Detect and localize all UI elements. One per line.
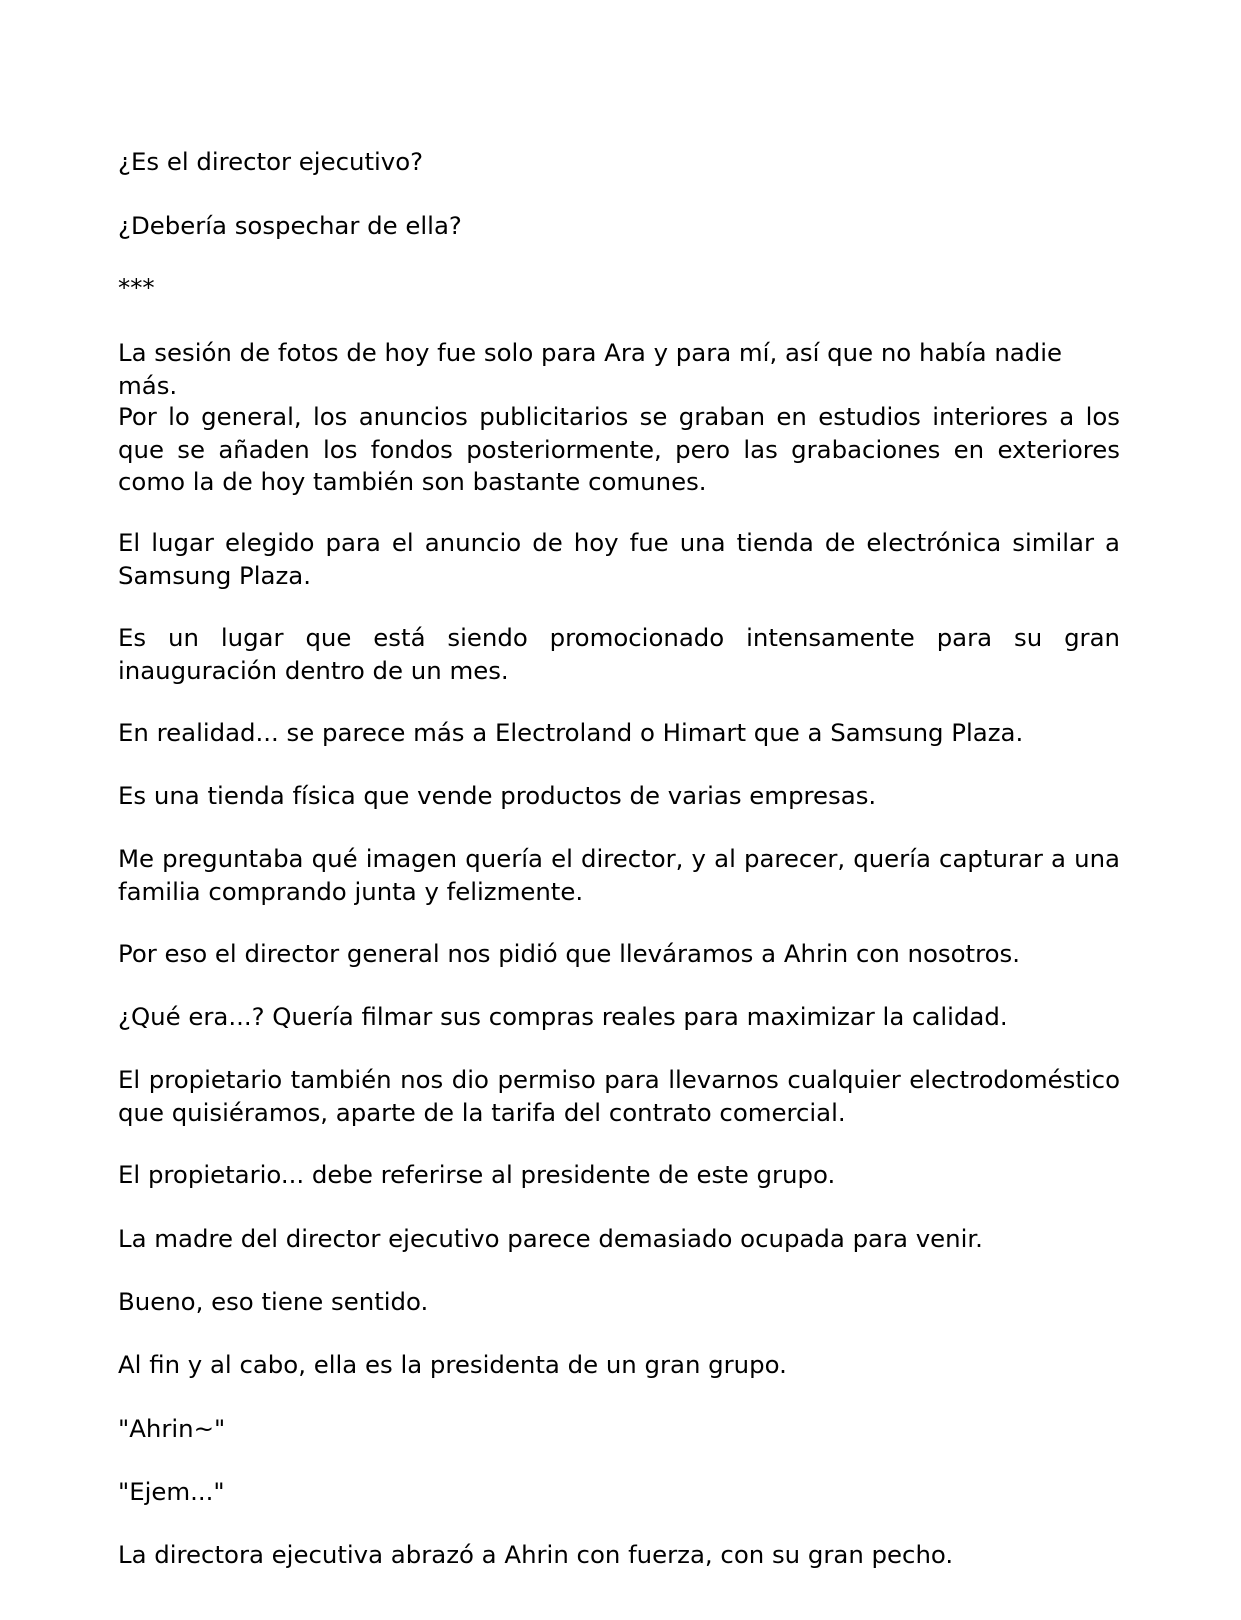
paragraph-7: Es un lugar que está siendo promocionado intensamente para su gran inauguración dentro de un mes.	[118, 623, 1120, 685]
paragraph-13: El propietario también nos dio permiso para llevarnos cualquier electrodoméstico que quisiéramos, aparte de la tarifa del contrato comercial.	[118, 1065, 1120, 1127]
paragraph-5: Por lo general, los anuncios publicitarios se graban en estudios interiores a los que se añaden los fondos posteriormente, pero las grabaciones en exteriores como la de hoy también son bastante comunes.	[118, 402, 1120, 496]
paragraph-11: Por eso el director general nos pidió que lleváramos a Ahrin con nosotros.	[118, 939, 1021, 968]
paragraph-1: ¿Es el director ejecutivo?	[118, 147, 424, 176]
paragraph-4: La sesión de fotos de hoy fue solo para Ara y para mí, así que no había nadie más.	[118, 338, 1063, 400]
paragraph-17: Al fin y al cabo, ella es la presidenta de un gran grupo.	[118, 1350, 787, 1379]
paragraph-19: "Ejem..."	[118, 1477, 225, 1506]
paragraph-16: Bueno, eso tiene sentido.	[118, 1287, 429, 1316]
paragraph-9: Es una tienda física que vende productos de varias empresas.	[118, 781, 877, 810]
paragraph-14: El propietario... debe referirse al presidente de este grupo.	[118, 1160, 836, 1189]
paragraph-15: La madre del director ejecutivo parece demasiado ocupada para venir.	[118, 1224, 983, 1253]
paragraph-12: ¿Qué era...? Quería filmar sus compras reales para maximizar la calidad.	[118, 1002, 1008, 1031]
paragraph-8: En realidad... se parece más a Electroland o Himart que a Samsung Plaza.	[118, 718, 1024, 747]
paragraph-separator: ***	[118, 273, 155, 302]
paragraph-10: Me preguntaba qué imagen quería el director, y al parecer, quería capturar a una familia comprando junta y felizmente.	[118, 844, 1120, 906]
paragraph-20: La directora ejecutiva abrazó a Ahrin con fuerza, con su gran pecho.	[118, 1540, 954, 1569]
paragraph-18: "Ahrin~"	[118, 1414, 226, 1443]
paragraph-6: El lugar elegido para el anuncio de hoy fue una tienda de electrónica similar a Samsung Plaza.	[118, 528, 1120, 590]
paragraph-2: ¿Debería sospechar de ella?	[118, 211, 462, 240]
